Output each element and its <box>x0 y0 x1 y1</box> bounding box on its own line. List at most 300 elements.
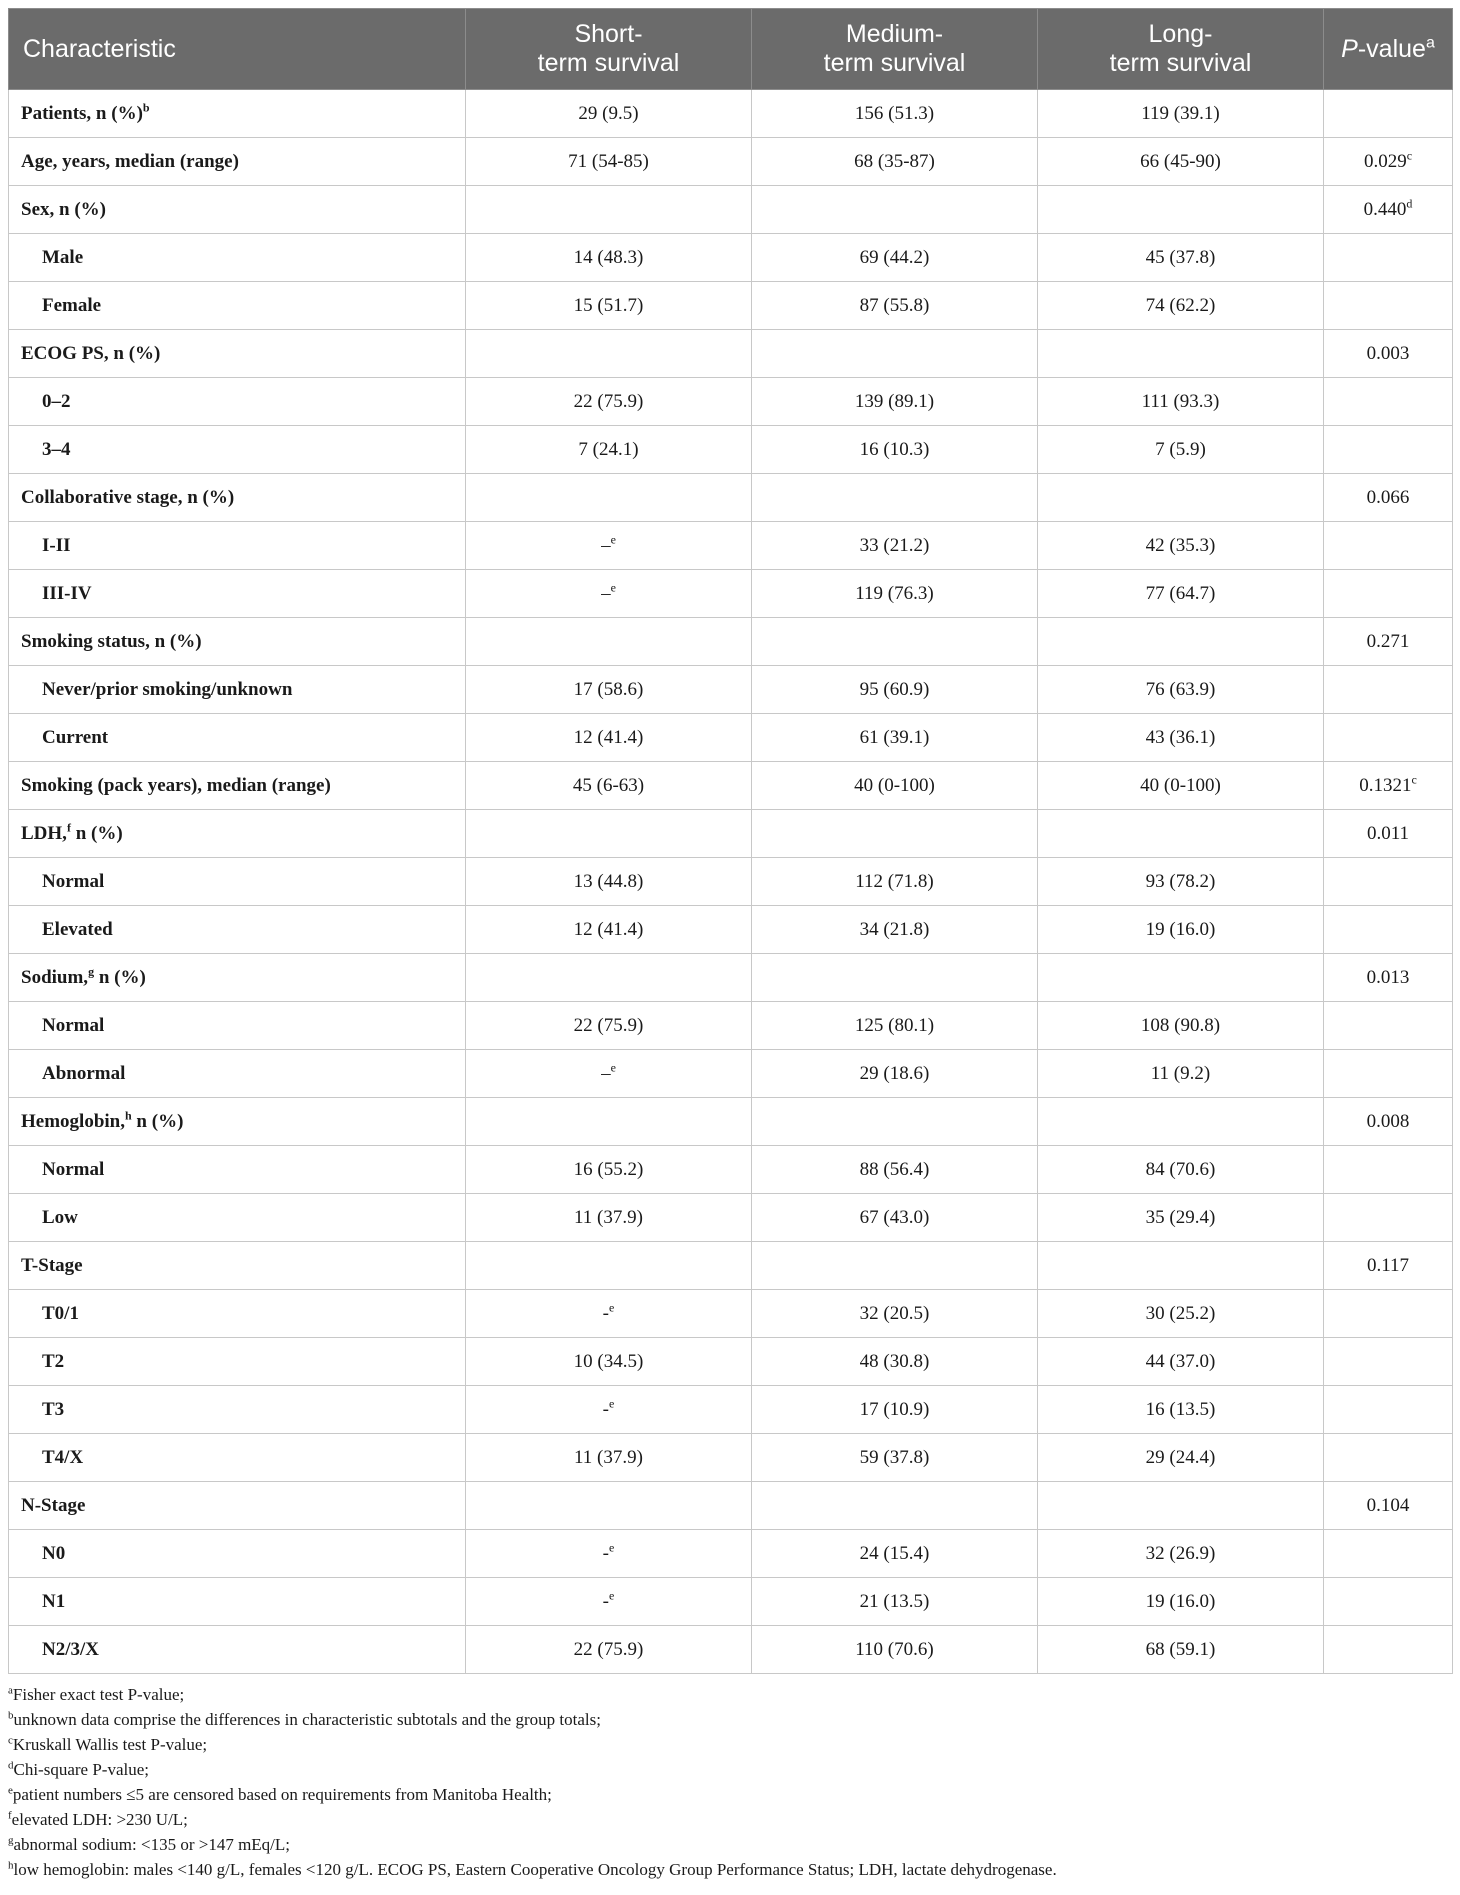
p-value-cell <box>1324 570 1453 618</box>
short-term-cell-value: 16 (55.2) <box>573 1158 644 1180</box>
short-term-cell-footnote-mark: e <box>610 580 616 595</box>
long-term-cell <box>1038 954 1324 1002</box>
characteristic-cell <box>9 1578 466 1626</box>
medium-term-cell-value: 125 (80.1) <box>854 1014 935 1036</box>
medium-term-cell-value: 112 (71.8) <box>855 870 934 892</box>
short-term-cell <box>466 618 752 666</box>
characteristic-cell <box>9 1290 466 1338</box>
medium-term-cell-value: 67 (43.0) <box>859 1206 930 1228</box>
p-value-cell <box>1324 330 1453 378</box>
table-row <box>9 186 1453 234</box>
medium-term-cell <box>752 906 1038 954</box>
footnote <box>8 1857 1452 1882</box>
short-term-cell-footnote-mark: e <box>609 1540 615 1555</box>
characteristic-cell <box>9 1242 466 1290</box>
short-term-cell-value: 12 (41.4) <box>573 726 644 748</box>
medium-term-cell <box>752 954 1038 1002</box>
characteristics-table <box>8 8 1453 1674</box>
p-value-cell <box>1324 1194 1453 1242</box>
p-value-cell <box>1324 1338 1453 1386</box>
characteristic-label: Normal <box>42 1014 105 1036</box>
characteristic-cell <box>9 1434 466 1482</box>
long-term-cell-value: 16 (13.5) <box>1145 1398 1216 1420</box>
footnote-mark: g <box>8 1834 14 1847</box>
long-term-cell-value: 43 (36.1) <box>1145 726 1216 748</box>
footnote-mark: b <box>8 1709 14 1722</box>
table-row <box>9 1050 1453 1098</box>
footnote-text: abnormal sodium: <135 or >147 mEq/L; <box>13 1835 291 1854</box>
p-value-cell <box>1324 1002 1453 1050</box>
long-term-cell <box>1038 570 1324 618</box>
long-term-cell-value: 44 (37.0) <box>1145 1350 1216 1372</box>
medium-term-cell <box>752 762 1038 810</box>
long-term-cell <box>1038 762 1324 810</box>
short-term-cell-value: – <box>601 1062 611 1084</box>
medium-term-cell-value: 48 (30.8) <box>859 1350 930 1372</box>
table-body <box>9 90 1453 1674</box>
long-term-cell <box>1038 1290 1324 1338</box>
footnote-text: Kruskall Wallis test P-value; <box>12 1735 208 1754</box>
table-row <box>9 474 1453 522</box>
p-value-cell <box>1324 1530 1453 1578</box>
footnote <box>8 1782 1452 1807</box>
short-term-cell-value: 45 (6-63) <box>572 774 645 796</box>
p-value-cell <box>1324 234 1453 282</box>
characteristic-label: N2/3/X <box>42 1638 99 1660</box>
long-term-cell <box>1038 474 1324 522</box>
long-term-cell-value: 30 (25.2) <box>1145 1302 1216 1324</box>
medium-term-cell-value: 87 (55.8) <box>859 294 930 316</box>
medium-term-cell <box>752 426 1038 474</box>
characteristic-label: Never/prior smoking/unknown <box>42 678 293 700</box>
table-row <box>9 1242 1453 1290</box>
table-container <box>8 8 1452 1882</box>
footnote-mark: a <box>8 1684 13 1697</box>
characteristic-cell <box>9 1194 466 1242</box>
header-characteristic-text: Characteristic <box>23 34 176 63</box>
medium-term-cell-value: 17 (10.9) <box>859 1398 930 1420</box>
long-term-cell-value: 74 (62.2) <box>1145 294 1216 316</box>
long-term-cell <box>1038 1002 1324 1050</box>
medium-term-cell <box>752 666 1038 714</box>
characteristic-cell <box>9 234 466 282</box>
characteristic-label: Smoking (pack years), median (range) <box>21 774 331 796</box>
long-term-cell-value: 93 (78.2) <box>1145 870 1216 892</box>
short-term-cell-value: – <box>601 534 611 556</box>
long-term-cell <box>1038 1050 1324 1098</box>
medium-term-cell <box>752 1098 1038 1146</box>
short-term-cell <box>466 1338 752 1386</box>
p-value-cell <box>1324 858 1453 906</box>
table-row <box>9 1338 1453 1386</box>
long-term-cell <box>1038 522 1324 570</box>
p-value-cell <box>1324 954 1453 1002</box>
characteristic-label: T0/1 <box>42 1302 79 1324</box>
table-row <box>9 954 1453 1002</box>
medium-term-cell <box>752 282 1038 330</box>
long-term-cell-value: 66 (45-90) <box>1140 150 1221 172</box>
characteristic-cell <box>9 1146 466 1194</box>
p-value-cell <box>1324 474 1453 522</box>
short-term-cell <box>466 666 752 714</box>
footnote-mark: c <box>8 1734 13 1747</box>
long-term-cell <box>1038 282 1324 330</box>
characteristic-cell <box>9 858 466 906</box>
long-term-cell <box>1038 810 1324 858</box>
medium-term-cell <box>752 810 1038 858</box>
characteristic-label: Male <box>42 246 84 268</box>
table-row <box>9 1002 1453 1050</box>
medium-term-cell <box>752 1626 1038 1674</box>
long-term-cell <box>1038 186 1324 234</box>
p-value-cell <box>1324 426 1453 474</box>
p-value-cell <box>1324 1626 1453 1674</box>
long-term-cell <box>1038 1242 1324 1290</box>
short-term-cell-value: 22 (75.9) <box>573 1638 644 1660</box>
short-term-cell <box>466 474 752 522</box>
characteristic-label: Sodium, <box>21 966 89 988</box>
short-term-cell <box>466 282 752 330</box>
long-term-cell <box>1038 90 1324 138</box>
long-term-cell <box>1038 714 1324 762</box>
medium-term-cell-value: 40 (0-100) <box>854 774 935 796</box>
characteristic-label: T-Stage <box>21 1254 83 1276</box>
short-term-cell-value: 7 (24.1) <box>578 438 639 460</box>
footnote-text: Fisher exact test P-value; <box>12 1685 185 1704</box>
short-term-cell <box>466 570 752 618</box>
characteristic-label: LDH, <box>21 822 67 844</box>
short-term-cell-footnote-mark: e <box>609 1588 615 1603</box>
p-value-cell <box>1324 186 1453 234</box>
p-value-cell <box>1324 618 1453 666</box>
table-row <box>9 138 1453 186</box>
characteristic-footnote-mark: g <box>88 964 95 979</box>
footnote-mark: f <box>8 1809 12 1822</box>
medium-term-cell-value: 156 (51.3) <box>854 102 935 124</box>
p-value-cell <box>1324 138 1453 186</box>
long-term-cell <box>1038 330 1324 378</box>
characteristic-label: Low <box>42 1206 78 1228</box>
p-value-cell <box>1324 810 1453 858</box>
table-row <box>9 1146 1453 1194</box>
header-characteristic <box>9 9 466 90</box>
header-p-value-sup: a <box>1425 34 1435 52</box>
table-row <box>9 1290 1453 1338</box>
characteristic-label: Patients, n (%) <box>21 102 143 124</box>
medium-term-cell <box>752 1194 1038 1242</box>
long-term-cell-value: 19 (16.0) <box>1145 918 1216 940</box>
medium-term-cell <box>752 234 1038 282</box>
long-term-cell <box>1038 1194 1324 1242</box>
characteristic-label-suffix: n (%) <box>70 822 123 844</box>
long-term-cell-value: 111 (93.3) <box>1141 390 1220 412</box>
long-term-cell <box>1038 1098 1324 1146</box>
characteristic-cell <box>9 426 466 474</box>
p-value-cell-value: 0.003 <box>1366 342 1410 364</box>
short-term-cell <box>466 858 752 906</box>
medium-term-cell <box>752 1050 1038 1098</box>
p-value-cell-value: 0.104 <box>1366 1494 1410 1516</box>
p-value-cell-value: 0.029 <box>1363 150 1407 172</box>
long-term-cell-value: 29 (24.4) <box>1145 1446 1216 1468</box>
long-term-cell-value: 11 (9.2) <box>1150 1062 1211 1084</box>
long-term-cell <box>1038 1434 1324 1482</box>
p-value-cell <box>1324 714 1453 762</box>
header-short-term <box>466 9 752 90</box>
characteristic-label: N1 <box>42 1590 66 1612</box>
short-term-cell <box>466 138 752 186</box>
long-term-cell <box>1038 1386 1324 1434</box>
footnote-mark: d <box>8 1759 14 1772</box>
long-term-cell-value: 84 (70.6) <box>1145 1158 1216 1180</box>
p-value-cell-value: 0.008 <box>1366 1110 1410 1132</box>
table-row <box>9 234 1453 282</box>
footnote-mark: h <box>8 1859 14 1872</box>
characteristic-cell <box>9 810 466 858</box>
long-term-cell <box>1038 1578 1324 1626</box>
short-term-cell <box>466 1194 752 1242</box>
medium-term-cell-value: 16 (10.3) <box>859 438 930 460</box>
table-row <box>9 570 1453 618</box>
characteristic-label: 0–2 <box>42 390 71 412</box>
table-row <box>9 858 1453 906</box>
table-row <box>9 762 1453 810</box>
short-term-cell-footnote-mark: e <box>609 1396 615 1411</box>
long-term-cell <box>1038 426 1324 474</box>
long-term-cell-value: 7 (5.9) <box>1155 438 1206 460</box>
table-row <box>9 378 1453 426</box>
long-term-cell-value: 32 (26.9) <box>1145 1542 1216 1564</box>
short-term-cell <box>466 1386 752 1434</box>
medium-term-cell-value: 29 (18.6) <box>859 1062 930 1084</box>
medium-term-cell <box>752 1338 1038 1386</box>
short-term-cell-value: - <box>602 1398 609 1420</box>
footnote <box>8 1832 1452 1857</box>
header-medium-term <box>752 9 1038 90</box>
short-term-cell <box>466 330 752 378</box>
p-value-cell <box>1324 1386 1453 1434</box>
short-term-cell-value: 11 (37.9) <box>574 1206 643 1228</box>
table-row <box>9 1530 1453 1578</box>
long-term-cell-value: 42 (35.3) <box>1145 534 1216 556</box>
characteristic-cell <box>9 1626 466 1674</box>
characteristic-label: Smoking status, n (%) <box>21 630 202 652</box>
medium-term-cell-value: 33 (21.2) <box>859 534 930 556</box>
footnote-mark: e <box>8 1784 13 1797</box>
long-term-cell-value: 76 (63.9) <box>1145 678 1216 700</box>
footnotes <box>8 1682 1452 1882</box>
characteristic-label: Sex, n (%) <box>21 198 106 220</box>
table-row <box>9 1626 1453 1674</box>
medium-term-cell <box>752 138 1038 186</box>
characteristic-label: T2 <box>42 1350 65 1372</box>
medium-term-cell-value: 34 (21.8) <box>859 918 930 940</box>
medium-term-cell-value: 119 (76.3) <box>855 582 934 604</box>
p-value-cell <box>1324 1146 1453 1194</box>
characteristic-label: Normal <box>42 870 105 892</box>
footnote-text: patient numbers ≤5 are censored based on requirements from Manitoba Health; <box>12 1785 552 1804</box>
header-long-line1: Long- <box>1148 20 1213 48</box>
short-term-cell-value: 10 (34.5) <box>573 1350 644 1372</box>
short-term-cell-footnote-mark: e <box>610 1060 616 1075</box>
short-term-cell <box>466 762 752 810</box>
table-row <box>9 618 1453 666</box>
p-value-cell <box>1324 1098 1453 1146</box>
characteristic-cell <box>9 618 466 666</box>
table-row <box>9 330 1453 378</box>
long-term-cell-value: 40 (0-100) <box>1140 774 1221 796</box>
characteristic-footnote-mark: f <box>66 820 71 835</box>
table-row <box>9 1098 1453 1146</box>
characteristic-label: T3 <box>42 1398 65 1420</box>
characteristic-label: III-IV <box>42 582 92 604</box>
footnote-text: unknown data comprise the differences in characteristic subtotals and the group totals; <box>13 1710 601 1729</box>
short-term-cell <box>466 378 752 426</box>
header-long-line2: term survival <box>1109 49 1252 77</box>
characteristic-label-suffix: n (%) <box>131 1110 184 1132</box>
header-medium-line2: term survival <box>823 49 966 77</box>
characteristic-cell <box>9 1338 466 1386</box>
table-row <box>9 1482 1453 1530</box>
p-value-cell <box>1324 282 1453 330</box>
header-medium-line1: Medium- <box>845 20 944 48</box>
characteristic-label: Normal <box>42 1158 105 1180</box>
p-value-cell <box>1324 1482 1453 1530</box>
characteristic-label-suffix: n (%) <box>94 966 146 988</box>
characteristic-label: ECOG PS, n (%) <box>21 342 161 364</box>
footnote <box>8 1807 1452 1832</box>
characteristic-cell <box>9 762 466 810</box>
footnote <box>8 1707 1452 1732</box>
footnote <box>8 1682 1452 1707</box>
long-term-cell <box>1038 618 1324 666</box>
short-term-cell-value: 22 (75.9) <box>573 1014 644 1036</box>
short-term-cell <box>466 1146 752 1194</box>
footnote-text: Chi-square P-value; <box>13 1760 149 1779</box>
p-value-cell <box>1324 90 1453 138</box>
table-row <box>9 1434 1453 1482</box>
long-term-cell-value: 108 (90.8) <box>1140 1014 1221 1036</box>
short-term-cell <box>466 810 752 858</box>
characteristic-cell <box>9 330 466 378</box>
medium-term-cell-value: 95 (60.9) <box>859 678 930 700</box>
short-term-cell <box>466 1290 752 1338</box>
medium-term-cell <box>752 1434 1038 1482</box>
characteristic-cell <box>9 906 466 954</box>
header-long-term <box>1038 9 1324 90</box>
p-value-cell <box>1324 762 1453 810</box>
short-term-cell-value: - <box>602 1302 609 1324</box>
short-term-cell-value: – <box>601 582 611 604</box>
header-p-value <box>1324 9 1453 90</box>
medium-term-cell <box>752 1530 1038 1578</box>
long-term-cell-value: 19 (16.0) <box>1145 1590 1216 1612</box>
characteristic-label: Hemoglobin, <box>21 1110 125 1132</box>
footnote-text: low hemoglobin: males <140 g/L, females <120 g/L. ECOG PS, Eastern Cooperative Oncology Group Performance Status; LDH, lactate dehydrogenase. <box>13 1860 1057 1879</box>
characteristic-cell <box>9 474 466 522</box>
footnote <box>8 1732 1452 1757</box>
p-value-cell <box>1324 1050 1453 1098</box>
medium-term-cell-value: 24 (15.4) <box>859 1542 930 1564</box>
characteristic-cell <box>9 1482 466 1530</box>
characteristic-footnote-mark: b <box>142 100 150 115</box>
long-term-cell <box>1038 1146 1324 1194</box>
characteristic-cell <box>9 282 466 330</box>
p-value-cell-value: 0.011 <box>1366 822 1410 844</box>
medium-term-cell-value: 21 (13.5) <box>859 1590 930 1612</box>
characteristic-label: Age, years, median (range) <box>21 150 239 172</box>
short-term-cell <box>466 186 752 234</box>
medium-term-cell <box>752 1002 1038 1050</box>
long-term-cell <box>1038 378 1324 426</box>
long-term-cell-value: 119 (39.1) <box>1141 102 1220 124</box>
p-value-cell <box>1324 522 1453 570</box>
short-term-cell <box>466 1482 752 1530</box>
p-value-cell <box>1324 1242 1453 1290</box>
p-value-cell <box>1324 666 1453 714</box>
long-term-cell <box>1038 1626 1324 1674</box>
long-term-cell <box>1038 1530 1324 1578</box>
characteristic-cell <box>9 1386 466 1434</box>
short-term-cell-value: 17 (58.6) <box>573 678 644 700</box>
short-term-cell <box>466 234 752 282</box>
p-value-cell <box>1324 1290 1453 1338</box>
characteristic-label: I-II <box>42 534 71 556</box>
medium-term-cell <box>752 1146 1038 1194</box>
short-term-cell-value: 22 (75.9) <box>573 390 644 412</box>
short-term-cell <box>466 1242 752 1290</box>
long-term-cell <box>1038 906 1324 954</box>
characteristic-cell <box>9 1002 466 1050</box>
p-value-cell-footnote-mark: c <box>1406 148 1413 163</box>
short-term-cell <box>466 1098 752 1146</box>
characteristic-cell <box>9 666 466 714</box>
table-row <box>9 90 1453 138</box>
medium-term-cell <box>752 474 1038 522</box>
short-term-cell <box>466 426 752 474</box>
long-term-cell <box>1038 1338 1324 1386</box>
characteristic-cell <box>9 90 466 138</box>
p-value-cell-value: 0.117 <box>1366 1254 1410 1276</box>
short-term-cell-value: 12 (41.4) <box>573 918 644 940</box>
characteristic-footnote-mark: h <box>124 1108 132 1123</box>
table-row <box>9 426 1453 474</box>
characteristic-cell <box>9 138 466 186</box>
medium-term-cell-value: 110 (70.6) <box>855 1638 934 1660</box>
characteristic-cell <box>9 522 466 570</box>
short-term-cell <box>466 954 752 1002</box>
medium-term-cell <box>752 1242 1038 1290</box>
short-term-cell <box>466 1530 752 1578</box>
long-term-cell <box>1038 858 1324 906</box>
p-value-cell-footnote-mark: c <box>1411 772 1417 787</box>
characteristic-cell <box>9 378 466 426</box>
characteristic-cell <box>9 954 466 1002</box>
medium-term-cell <box>752 1386 1038 1434</box>
short-term-cell-value: - <box>602 1590 609 1612</box>
short-term-cell <box>466 1050 752 1098</box>
medium-term-cell <box>752 714 1038 762</box>
long-term-cell-value: 77 (64.7) <box>1145 582 1216 604</box>
header-row <box>9 9 1453 90</box>
short-term-cell-footnote-mark: e <box>610 532 616 547</box>
short-term-cell <box>466 1002 752 1050</box>
characteristic-label: Abnormal <box>42 1062 126 1084</box>
p-value-cell <box>1324 378 1453 426</box>
short-term-cell <box>466 1626 752 1674</box>
header-short-line2: term survival <box>537 49 680 77</box>
p-value-cell <box>1324 906 1453 954</box>
